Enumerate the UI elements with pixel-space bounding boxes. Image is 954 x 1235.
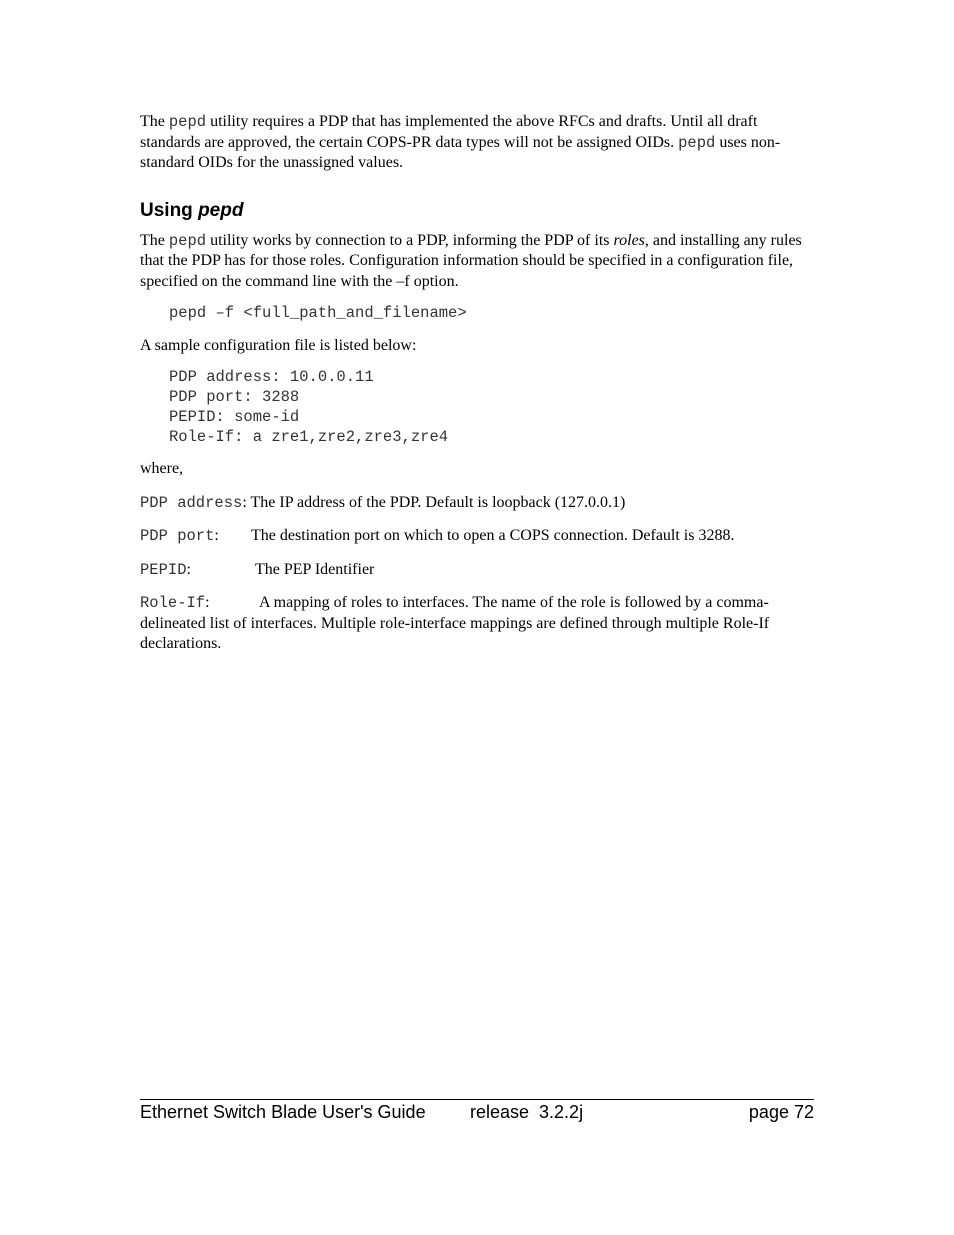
- where-text: where,: [140, 460, 184, 478]
- footer-page-number: page 72: [748, 1102, 814, 1122]
- page-body: [140, 112, 814, 655]
- intro-text-1: The: [140, 113, 169, 130]
- using-text-3: , and installing any rules that the PDP has for those roles. Configuration information should be specified in a configuration file, specified on the command line with the –f option.: [140, 231, 802, 290]
- pepd-command-ref: pepd: [678, 133, 716, 152]
- heading-italic: pepd: [198, 199, 244, 221]
- config-line: PEPID: some-id: [169, 407, 300, 426]
- sample-intro: A sample configuration file is listed below:: [140, 336, 417, 354]
- heading-plain: Using: [140, 199, 199, 221]
- config-line: Role-If: a zre1,zre2,zre3,zre4: [169, 427, 449, 446]
- intro-text-2: utility requires a PDP that has implemented the above RFCs and drafts. Until all draft standards are approved, the certain COPS-PR data types will not be assigned OIDs.: [140, 113, 758, 151]
- intro-paragraph: [140, 112, 814, 174]
- definition-pdp-address: PDP address: The IP address of the PDP. Default is loopback (127.0.0.1): [140, 493, 626, 512]
- definition-pdp-port: PDP port: The destination port on which to open a COPS connection. Default is 3288.: [140, 527, 735, 546]
- config-file-example: [169, 368, 814, 447]
- definition-term: PDP port: [140, 527, 215, 546]
- config-line: PDP address: 10.0.0.11: [169, 368, 374, 387]
- definition-term: Role-If: [140, 594, 206, 613]
- definition-pepid: PEPID: The PEP Identifier: [140, 560, 375, 579]
- intro-text-3: uses non-standard OIDs for the unassigned values.: [140, 133, 781, 171]
- footer-title: Ethernet Switch Blade User's Guide: [140, 1102, 426, 1122]
- definition-desc: The PEP Identifier: [255, 560, 375, 578]
- definition-term: PEPID: [140, 560, 187, 579]
- definition-desc: A mapping of roles to interfaces. The name of the role is followed by a comma-delineated list of interfaces. Multiple role-interface mappings are defined through multiple Role-If declarations.: [140, 594, 770, 653]
- page-footer: [140, 1099, 814, 1126]
- using-text-2: utility works by connection to a PDP, informing the PDP of its: [206, 231, 614, 249]
- pepd-command-ref: pepd: [168, 113, 207, 131]
- command-line-example: pepd –f <full_path_and_filename>: [169, 304, 467, 322]
- definition-desc: The destination port on which to open a COPS connection. Default is 3288.: [251, 527, 735, 545]
- definition-desc: The IP address of the PDP. Default is loopback (127.0.0.1): [250, 493, 626, 511]
- section-heading: [140, 200, 814, 222]
- using-text-1: The: [140, 231, 169, 249]
- config-line: PDP port: 3288: [169, 388, 300, 407]
- definition-term: PDP address: [140, 493, 243, 512]
- pepd-command-ref: pepd: [168, 231, 207, 250]
- using-paragraph: [140, 231, 814, 293]
- footer-release: release 3.2.2j: [470, 1102, 584, 1122]
- definition-role-if: Role-If: A mapping of roles to interfaces. The name of the role is followed by a comma-delineated list of interfaces. Multiple role-interface mappings are defined through multiple Role-If declarations.: [140, 594, 770, 653]
- roles-term: roles: [613, 231, 645, 249]
